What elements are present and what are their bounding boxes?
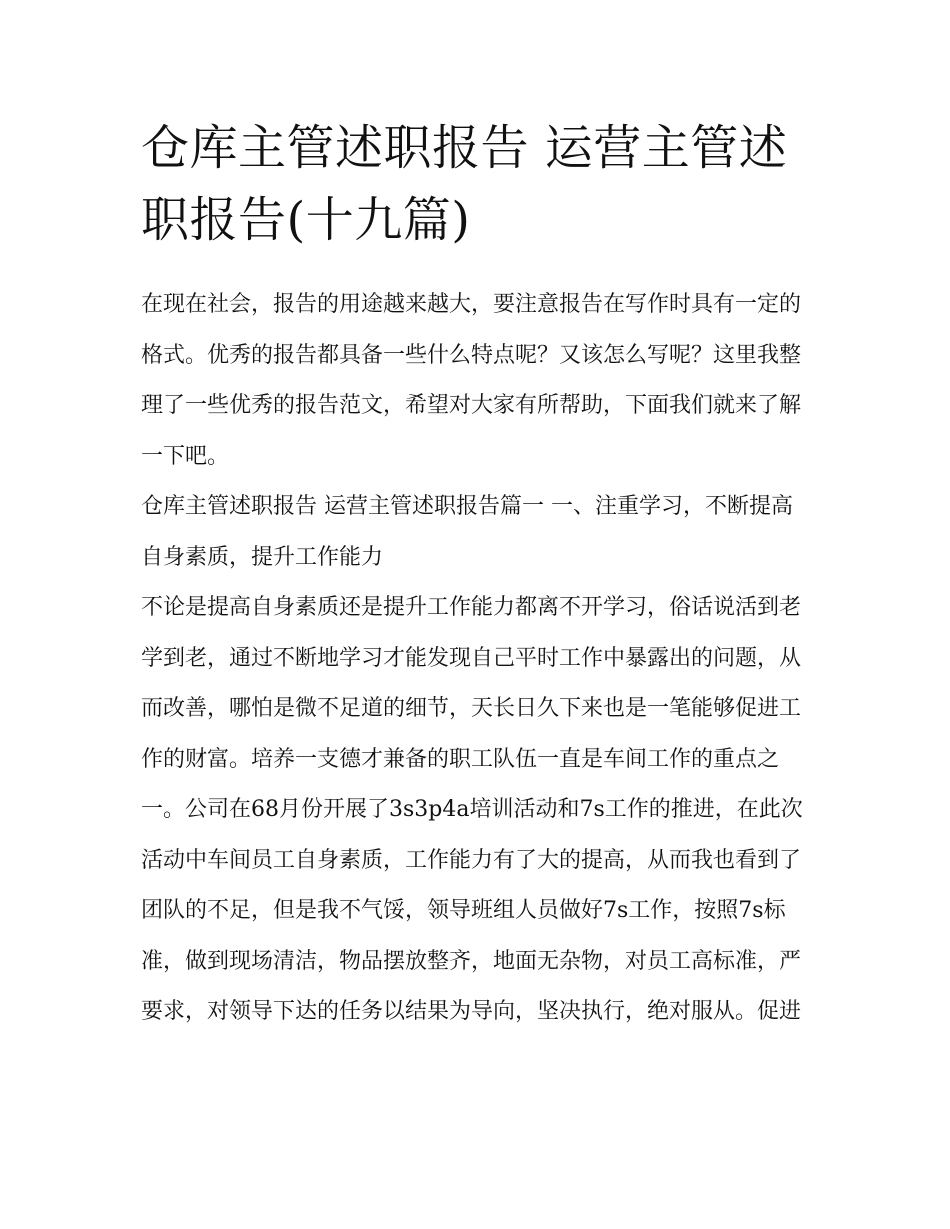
document-body [141, 112, 813, 1038]
intro-paragraph: 在现在社会，报告的用途越来越大，要注意报告在写作时具有一定的格式。优秀的报告都具备一些什么特点呢？又该怎么写呢？这里我整理了一些优秀的报告范文，希望对大家有所帮助，下面我们就来了解一下吧。 [141, 292, 802, 469]
section-heading-paragraph: 仓库主管述职报告 运营主管述职报告篇一 一、注重学习，不断提高自身素质，提升工作能力 [141, 494, 793, 570]
document-title: 仓库主管述职报告 运营主管述职报告(十九篇) [141, 120, 788, 248]
body-paragraph: 不论是提高自身素质还是提升工作能力都离不开学习，俗话说活到老学到老，通过不断地学习才能发现自己平时工作中暴露出的问题，从而改善，哪怕是微不足道的细节，天长日久下来也是一笔能够促进工作的财富。培养一支德才兼备的职工队伍一直是车间工作的重点之一。公司在68月份开展了3s3p4a培训活动和7s工作的推进，在此次活动中车间员工自身素质，工作能力有了大的提高，从而我也看到了团队的不足，但是我不气馁，领导班组人员做好7s工作，按照7s标准，做到现场清洁，物品摆放整齐，地面无杂物，对员工高标准，严要求，对领导下达的任务以结果为导向，坚决执行，绝对服从。促进 [141, 595, 803, 1024]
